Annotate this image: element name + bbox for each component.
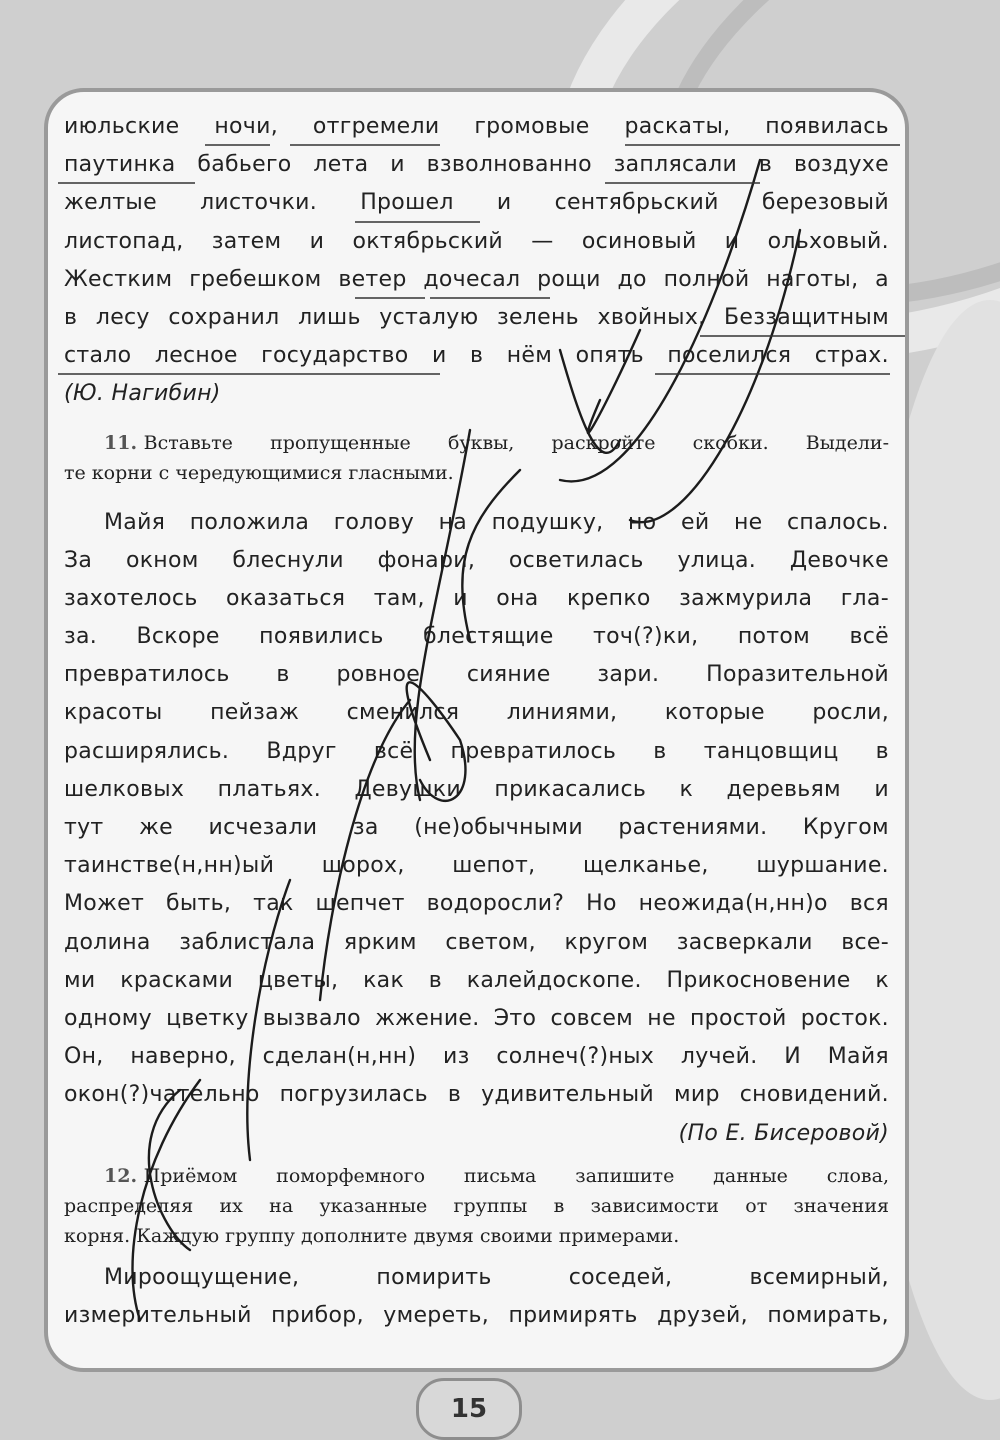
word: кругом — [564, 929, 649, 955]
word: заблистала — [179, 929, 316, 955]
word: наготы, — [766, 266, 859, 292]
text-line — [64, 299, 889, 337]
word: страх. — [814, 343, 889, 369]
word: превратилось — [64, 662, 230, 688]
word: калейдоскопе. — [466, 967, 642, 993]
word: зажмурила — [679, 585, 813, 611]
word: фонари, — [377, 547, 476, 573]
text-line — [64, 885, 889, 923]
word: окном — [125, 547, 199, 573]
spacer — [64, 414, 889, 428]
word: зелень — [496, 304, 579, 330]
word: так — [253, 891, 294, 917]
page-content — [64, 108, 889, 1335]
task-instruction-line: корня. Каждую группу дополните двумя своими примерами. — [64, 1224, 680, 1247]
word: отгремели — [312, 114, 440, 139]
word: захотелось — [64, 585, 198, 611]
word: Кругом — [802, 815, 889, 840]
word: к — [679, 776, 694, 802]
word: ветер — [338, 266, 407, 292]
task-instruction-line — [64, 428, 889, 458]
word: точ(?)ки, — [593, 624, 699, 650]
word: государство — [261, 343, 409, 369]
word: Поразительной — [706, 662, 889, 688]
word: всё — [849, 624, 889, 650]
word: в — [653, 738, 667, 764]
word: шуршание. — [756, 853, 889, 879]
word: потом — [737, 624, 811, 650]
word: Майя — [104, 509, 166, 535]
word: как — [363, 967, 405, 993]
word: Это — [493, 1005, 537, 1031]
word: хвойных. — [597, 304, 706, 330]
word: и — [432, 343, 447, 369]
word: к — [875, 967, 889, 993]
word: березовый — [761, 190, 889, 216]
word: Он, — [64, 1044, 104, 1070]
word: быть, — [166, 891, 232, 917]
word: помирать, — [767, 1302, 889, 1328]
task-text: распределяя их на указанные группы в зависимости от значения — [64, 1194, 889, 1217]
task-number: 12. — [104, 1164, 144, 1187]
task-instruction-line: те корни с чередующимися гласными. — [64, 461, 454, 484]
word: в — [758, 152, 773, 178]
word: появилась — [765, 114, 889, 139]
word: рощи — [537, 266, 601, 292]
text-line — [64, 1259, 889, 1297]
word: затем — [211, 228, 282, 254]
word: стало — [64, 343, 132, 369]
word: растениями. — [618, 815, 768, 840]
text-line — [64, 771, 889, 809]
word: улица. — [677, 547, 757, 573]
word: превратилось — [450, 738, 617, 764]
word: и — [496, 190, 512, 216]
word: осиновый — [581, 228, 697, 254]
word: наверно, — [130, 1044, 236, 1070]
word: Жестким — [64, 266, 173, 292]
text-line — [64, 1076, 889, 1114]
word: осветилась — [508, 547, 644, 573]
word: Прошел — [360, 190, 454, 216]
word: спалось. — [787, 509, 889, 535]
word: гребешком — [189, 266, 322, 292]
word: красками — [120, 967, 234, 993]
word: помирить — [376, 1264, 492, 1290]
word: удивительный — [481, 1082, 654, 1108]
word: и — [453, 585, 468, 611]
word: полной — [663, 266, 750, 292]
text-line — [64, 924, 889, 962]
word: таинстве(н,нн)ый — [64, 853, 275, 879]
word: блестящие — [423, 624, 554, 650]
word: подушку, — [491, 509, 604, 535]
word: примирять — [508, 1302, 638, 1328]
word: Мироощущение, — [104, 1264, 300, 1290]
word: но — [628, 509, 657, 535]
task-text: Приёмом поморфемного письма запишите данные слова, — [143, 1164, 889, 1187]
word: взволнованно — [426, 152, 592, 178]
word: а — [875, 266, 889, 292]
word: нём — [506, 343, 553, 369]
word: лишь — [298, 304, 361, 330]
word: засверкали — [676, 929, 813, 955]
word: окон(?)чательно — [64, 1082, 260, 1108]
word: Может — [64, 891, 145, 917]
task-instruction-line — [64, 1161, 889, 1191]
text-line — [64, 337, 889, 375]
word: в — [64, 304, 78, 330]
word: красоты — [64, 700, 163, 726]
word: усталую — [379, 304, 479, 330]
word: громовые — [474, 114, 590, 139]
word: Беззащитным — [724, 304, 889, 330]
word: оказаться — [226, 585, 346, 611]
word: все- — [841, 929, 889, 955]
word: Майя — [827, 1044, 889, 1070]
word: поселился — [667, 343, 792, 369]
text-line — [64, 1297, 889, 1335]
word: шелковых — [64, 776, 185, 802]
word: водоросли? — [426, 891, 565, 917]
word: неожида(н,нн)о — [638, 891, 828, 917]
word: голову — [333, 509, 415, 535]
word: бабьего — [197, 152, 292, 178]
text-line — [64, 847, 889, 885]
word: щелканье, — [583, 853, 709, 879]
word: июльские — [64, 114, 180, 139]
word: октябрьский — [352, 228, 504, 254]
word: росток. — [800, 1005, 889, 1031]
word: совсем — [550, 1005, 634, 1031]
word: раскаты, — [624, 114, 731, 139]
word: за. — [64, 624, 98, 650]
word: в — [276, 662, 290, 688]
word: положила — [189, 509, 310, 535]
word: и — [724, 228, 740, 254]
word: крепко — [566, 585, 651, 611]
text-line — [64, 656, 889, 694]
word: она — [496, 585, 539, 611]
word: до — [617, 266, 647, 292]
task-number: 11. — [104, 431, 144, 454]
spacer — [64, 488, 889, 504]
text-line — [64, 223, 889, 261]
word: тут — [64, 815, 104, 840]
word: шепот, — [452, 853, 536, 879]
word: деревьям — [726, 776, 841, 802]
text-line — [64, 146, 889, 184]
text-line — [64, 261, 889, 299]
word: заплясали — [613, 152, 738, 178]
word: лучей. — [680, 1044, 758, 1070]
word: желтые — [64, 190, 157, 216]
word: измерительный — [64, 1302, 252, 1328]
word: сохранил — [168, 304, 280, 330]
author-attribution: (По Е. Бисеровой) — [678, 1120, 889, 1146]
word: из — [443, 1044, 470, 1070]
page-number: 15 — [416, 1378, 522, 1440]
spacer — [64, 1153, 889, 1161]
word: сентябрьский — [554, 190, 719, 216]
word: — — [531, 228, 554, 254]
word: не — [647, 1005, 676, 1031]
word: соседей, — [568, 1264, 673, 1290]
word: листочки. — [200, 190, 318, 216]
word: одному — [64, 1005, 152, 1031]
word: мир — [673, 1082, 720, 1108]
word: блеснули — [232, 547, 344, 573]
word: И — [784, 1044, 802, 1070]
word: ночи, — [214, 114, 278, 139]
word: расширялись. — [64, 738, 230, 764]
word: ольховый. — [767, 228, 889, 254]
word: сияние — [466, 662, 551, 688]
word: всемирный, — [749, 1264, 889, 1290]
word: лесное — [154, 343, 238, 369]
text-line — [64, 962, 889, 1000]
word: Девушки — [354, 776, 461, 802]
word: паутинка — [64, 152, 176, 178]
word: прибор, — [271, 1302, 364, 1328]
word: пейзаж — [210, 700, 300, 726]
word: прикасались — [494, 776, 647, 802]
task-instruction-line — [64, 1191, 889, 1221]
word: лесу — [95, 304, 150, 330]
word: листопад, — [64, 228, 184, 254]
word: гла- — [840, 585, 889, 611]
text-line — [64, 542, 889, 580]
author-attribution: (Ю. Нагибин) — [64, 381, 221, 407]
task-text: Вставьте пропущенные буквы, раскройте скобки. Выдели- — [143, 431, 889, 454]
word: дочесал — [423, 266, 521, 292]
text-line — [64, 733, 889, 771]
workbook-page — [44, 88, 909, 1372]
word: на — [438, 509, 468, 535]
word: и — [309, 228, 325, 254]
word: всё — [373, 738, 414, 764]
word: в — [470, 343, 484, 369]
text-line — [64, 618, 889, 656]
word: зари. — [597, 662, 660, 688]
word: Но — [586, 891, 617, 917]
word: Вдруг — [266, 738, 337, 764]
word: Прикосновение — [666, 967, 851, 993]
word: платьях. — [217, 776, 322, 802]
text-line — [64, 694, 889, 732]
word: жжение. — [375, 1005, 480, 1031]
word: погрузилась — [279, 1082, 428, 1108]
word: друзей, — [657, 1302, 748, 1328]
word: которые — [664, 700, 765, 726]
word: ми — [64, 967, 96, 993]
word: за — [352, 815, 379, 840]
word: в — [447, 1082, 462, 1108]
word: цветку — [166, 1005, 249, 1031]
word: там, — [373, 585, 425, 611]
word: Девочке — [789, 547, 889, 573]
word: солнеч(?)ных — [496, 1044, 655, 1070]
word: воздухе — [793, 152, 889, 178]
word: шорох, — [321, 853, 405, 879]
word: ярким — [343, 929, 417, 955]
word: лета — [313, 152, 369, 178]
text-line — [64, 1000, 889, 1038]
text-line — [64, 809, 889, 847]
word: простой — [690, 1005, 787, 1031]
word: вся — [849, 891, 889, 917]
text-line — [64, 108, 889, 146]
word: долина — [64, 929, 151, 955]
word: в — [875, 738, 889, 764]
word: линиями, — [506, 700, 618, 726]
text-line — [64, 184, 889, 222]
word: сменился — [346, 700, 460, 726]
word: (не)обычными — [414, 815, 583, 840]
text-line — [64, 1038, 889, 1076]
word: и — [874, 776, 889, 802]
word: шепчет — [315, 891, 405, 917]
word: исчезали — [208, 815, 318, 840]
word: опять — [575, 343, 644, 369]
word: сделан(н,нн) — [262, 1044, 417, 1070]
word: и — [390, 152, 405, 178]
word: За — [64, 547, 93, 573]
word: же — [139, 815, 174, 840]
word: ей — [680, 509, 710, 535]
word: росли, — [812, 700, 889, 726]
word: в — [428, 967, 443, 993]
word: Вскоре — [136, 624, 220, 650]
text-line — [64, 580, 889, 618]
word: вызвало — [262, 1005, 361, 1031]
word: танцовщиц — [703, 738, 839, 764]
word: ровное — [336, 662, 421, 688]
word: умереть, — [383, 1302, 490, 1328]
text-line — [64, 504, 889, 542]
word: светом, — [445, 929, 536, 955]
word: сновидений. — [739, 1082, 889, 1108]
word: появились — [259, 624, 384, 650]
spacer — [64, 1251, 889, 1259]
word: не — [733, 509, 763, 535]
word: цветы, — [257, 967, 339, 993]
